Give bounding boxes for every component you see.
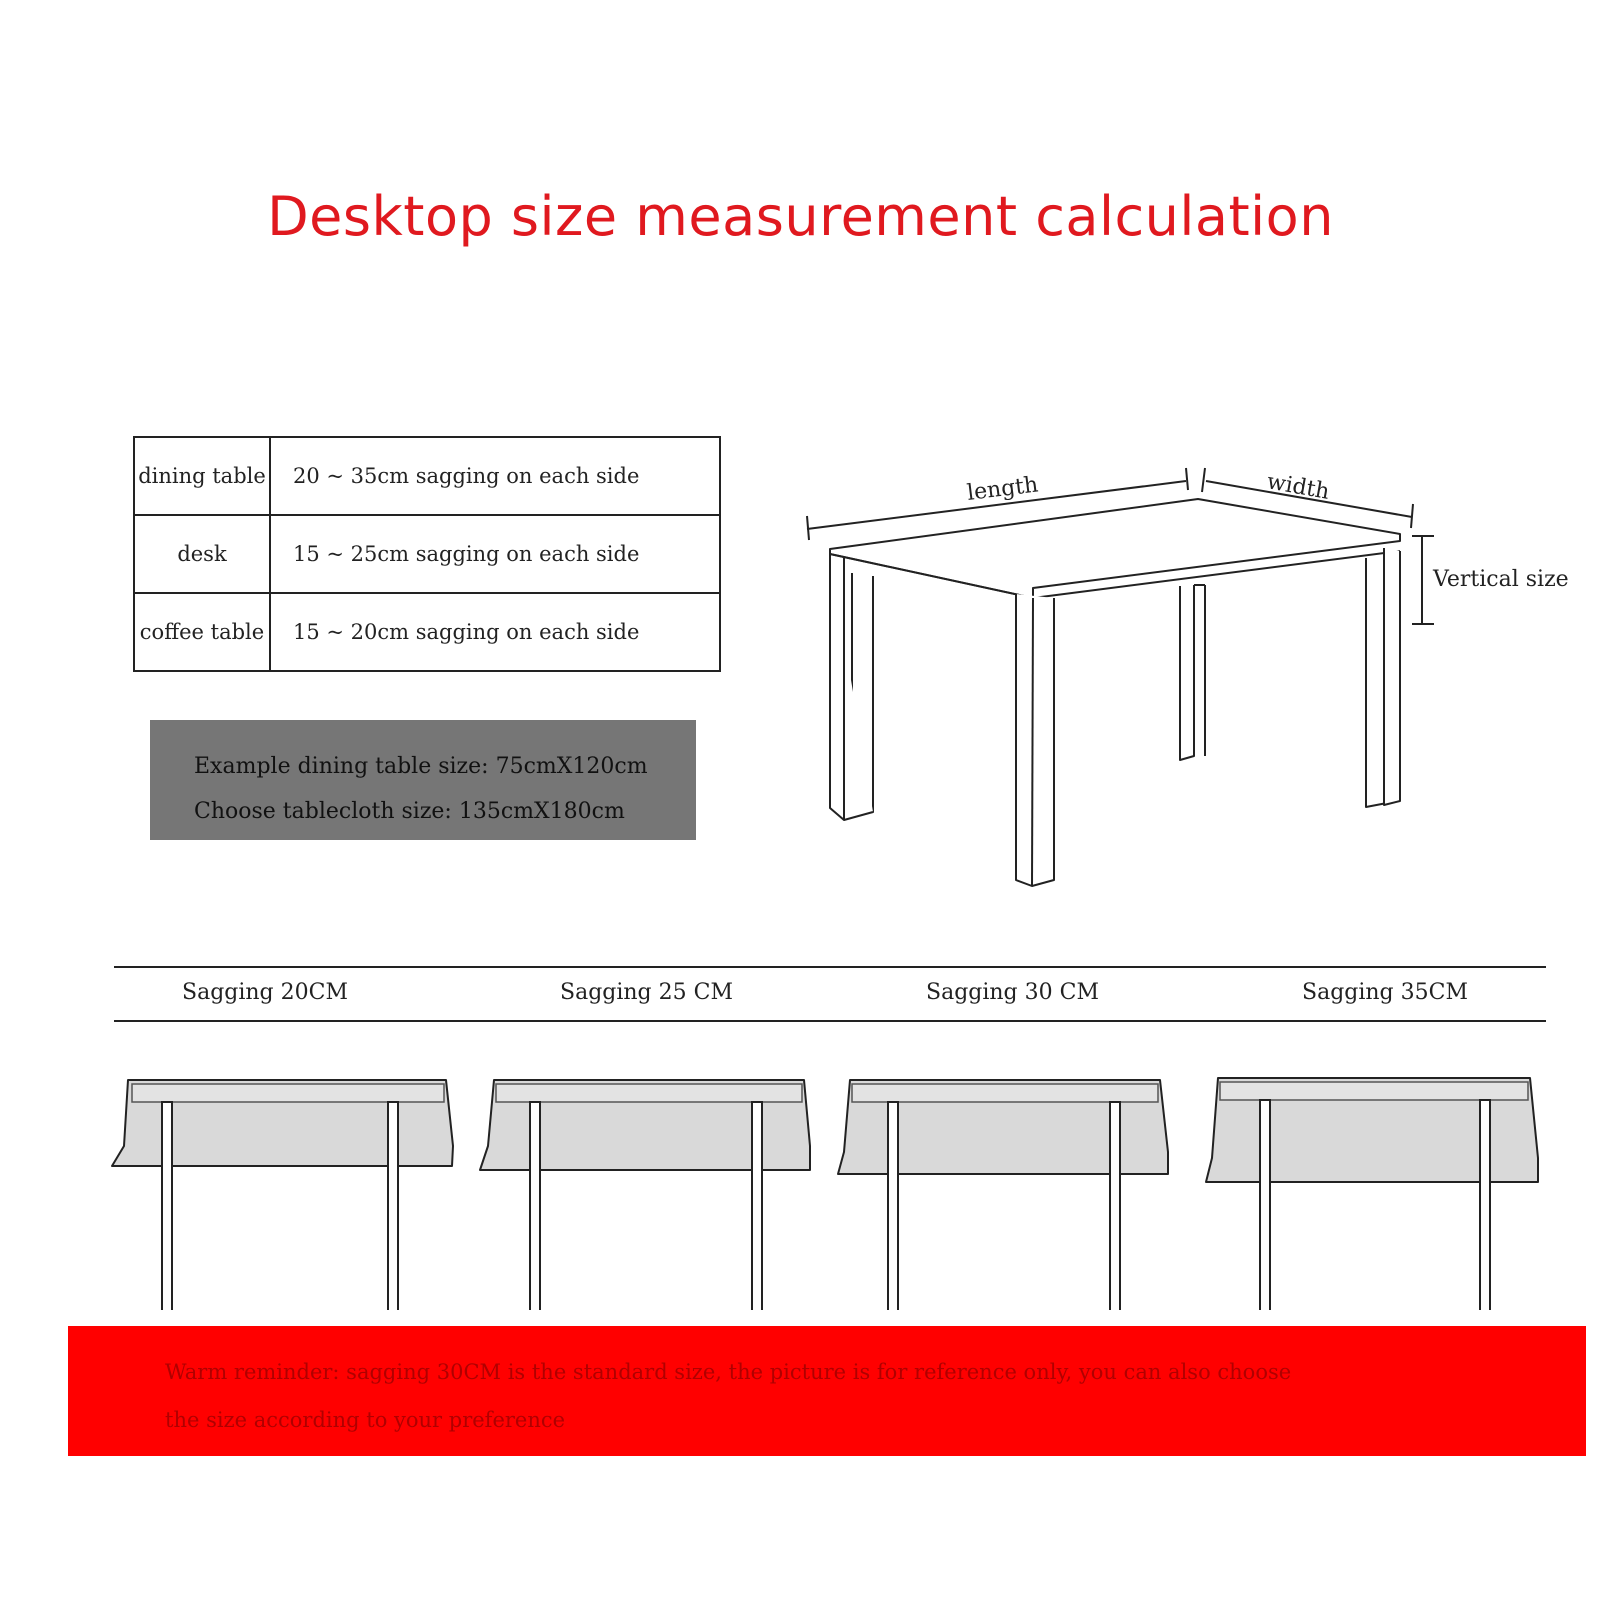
sagging-rule-cell: 15 ~ 20cm sagging on each side <box>270 593 720 671</box>
table-type-cell: coffee table <box>134 593 270 671</box>
sagging-examples <box>110 1070 1550 1310</box>
page-title: Desktop size measurement calculation <box>267 185 1334 248</box>
sagging-label: Sagging 25 CM <box>560 980 733 1005</box>
table-type-cell: desk <box>134 515 270 593</box>
table-leg <box>1110 1102 1120 1310</box>
sagging-rule-cell: 15 ~ 25cm sagging on each side <box>270 515 720 593</box>
sagging-table-20cm <box>112 1080 453 1310</box>
length-label: length <box>965 472 1040 506</box>
band-bottom-divider <box>114 1020 1546 1022</box>
table-row <box>134 593 720 671</box>
width-label: width <box>1264 469 1332 505</box>
table-dimension-diagram <box>800 440 1580 910</box>
table-leg <box>530 1102 540 1310</box>
vertical-dimension-line <box>1412 536 1434 624</box>
table-leg <box>1480 1100 1490 1310</box>
warm-reminder-banner <box>68 1326 1586 1456</box>
sagging-table-30cm <box>838 1080 1168 1310</box>
sagging-rule-cell: 20 ~ 35cm sagging on each side <box>270 437 720 515</box>
sagging-table-25cm <box>480 1080 810 1310</box>
table-leg <box>888 1102 898 1310</box>
table-leg <box>162 1102 172 1310</box>
table-leg <box>752 1102 762 1310</box>
table-front-legs <box>830 548 1400 886</box>
reminder-line: Warm reminder: sagging 30CM is the standard size, the picture is for reference only, you can also choose <box>165 1360 1292 1384</box>
table-row <box>134 515 720 593</box>
table-top-edge <box>496 1084 802 1102</box>
reminder-line: the size according to your preference <box>165 1408 566 1432</box>
table-leg <box>1260 1100 1270 1310</box>
table-top-edge <box>852 1084 1158 1102</box>
sagging-label: Sagging 20CM <box>182 980 348 1005</box>
band-top-divider <box>114 966 1546 968</box>
example-cloth-size: Choose tablecloth size: 135cmX180cm <box>194 799 625 824</box>
table-top-edge <box>1220 1082 1528 1100</box>
table-top-edge <box>132 1084 444 1102</box>
table-leg <box>388 1102 398 1310</box>
table-top <box>830 499 1400 598</box>
sagging-label: Sagging 35CM <box>1302 980 1468 1005</box>
table-type-cell: dining table <box>134 437 270 515</box>
example-box <box>150 720 696 840</box>
sagging-table-35cm <box>1206 1078 1538 1310</box>
example-table-size: Example dining table size: 75cmX120cm <box>194 754 648 779</box>
table-row <box>134 437 720 515</box>
table-back-legs <box>852 550 1387 814</box>
sagging-label: Sagging 30 CM <box>926 980 1099 1005</box>
size-table <box>133 436 721 672</box>
vertical-size-label: Vertical size <box>1433 567 1569 592</box>
sagging-label-band <box>114 966 1546 1022</box>
